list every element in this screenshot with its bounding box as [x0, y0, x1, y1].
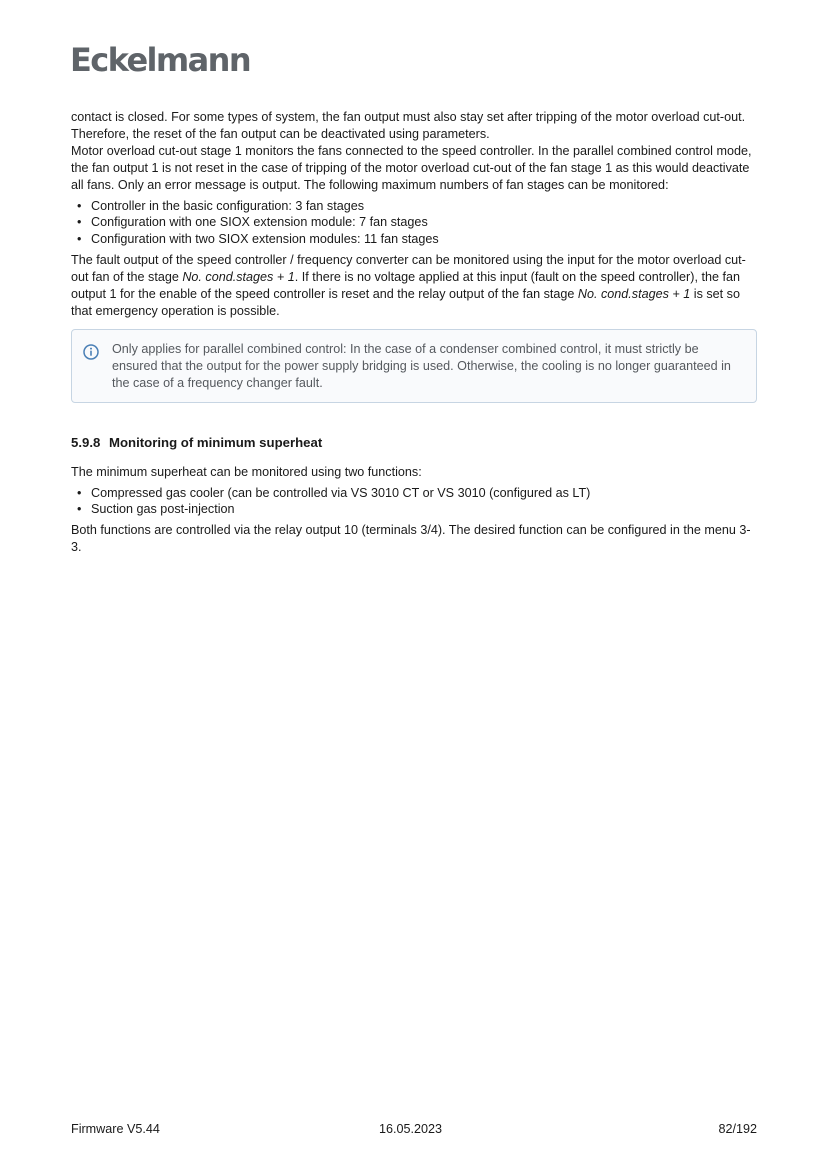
intro-paragraph-1: contact is closed. For some types of system, the fan output must also stay set after tripping of the motor overload cut-out. Therefore, the reset of the fan output can be deactivated using parameters.	[71, 110, 746, 141]
page-content	[71, 109, 757, 556]
footer-firmware: Firmware V5.44	[71, 1122, 160, 1136]
list-item: • Configuration with one SIOX extension module: 7 fan stages	[71, 214, 757, 231]
section-closing: Both functions are controlled via the relay output 10 (terminals 3/4). The desired function can be configured in the menu 3-3.	[71, 523, 751, 555]
list-item: • Compressed gas cooler (can be controlled via VS 3010 CT or VS 3010 (configured as LT)	[71, 485, 757, 502]
section-title: Monitoring of minimum superheat	[109, 434, 323, 450]
cond-stages-term: No. cond.stages + 1	[182, 270, 295, 285]
company-logo: Eckelmann	[70, 41, 251, 79]
fault-output-paragraph	[71, 252, 757, 320]
section-number: 5.9.8	[71, 434, 101, 450]
function-list	[71, 485, 757, 519]
fault-text-2: . If there is no voltage applied at this input (fault on the speed controller), the fan output 1 for the enable of the speed controller is reset and the relay output of the fan stage	[71, 270, 740, 302]
cond-stages-term: No. cond.stages + 1	[577, 287, 691, 302]
section-intro: The minimum superheat can be monitored using two functions:	[71, 464, 422, 479]
list-item: • Configuration with two SIOX extension modules: 11 fan stages	[71, 231, 757, 248]
section-heading	[71, 434, 757, 452]
footer-page-number: 82/192	[718, 1122, 757, 1136]
fan-stage-list	[71, 198, 757, 249]
footer-date: 16.05.2023	[379, 1122, 443, 1136]
fault-text-1: The fault output of the speed controller / frequency converter can be monitored using the input for the motor overload cut-out fan of the stage	[71, 253, 746, 285]
intro-paragraph-2: Motor overload cut-out stage 1 monitors the fans connected to the speed controller. In the parallel combined control mode, the fan output 1 is not reset in the case of tripping of the motor overload cut-out of the fan stage 1 as this would deactivate all fans. Only an error message is output. The following maximum numbers of fan stages can be monitored:	[71, 143, 752, 192]
fault-text-3: is set so that emergency operation is possible.	[71, 287, 740, 318]
info-icon	[82, 343, 104, 366]
list-item: • Controller in the basic configuration: 3 fan stages	[71, 198, 757, 215]
note-text: Only applies for parallel combined control: In the case of a condenser combined control, it must strictly be ensured that the output for the power supply bridging is used. Otherwise, the cooling is no longer guaranteed in the case of a frequency changer fault.	[112, 341, 731, 390]
info-note	[71, 329, 757, 403]
list-item: • Suction gas post-injection	[71, 501, 757, 518]
